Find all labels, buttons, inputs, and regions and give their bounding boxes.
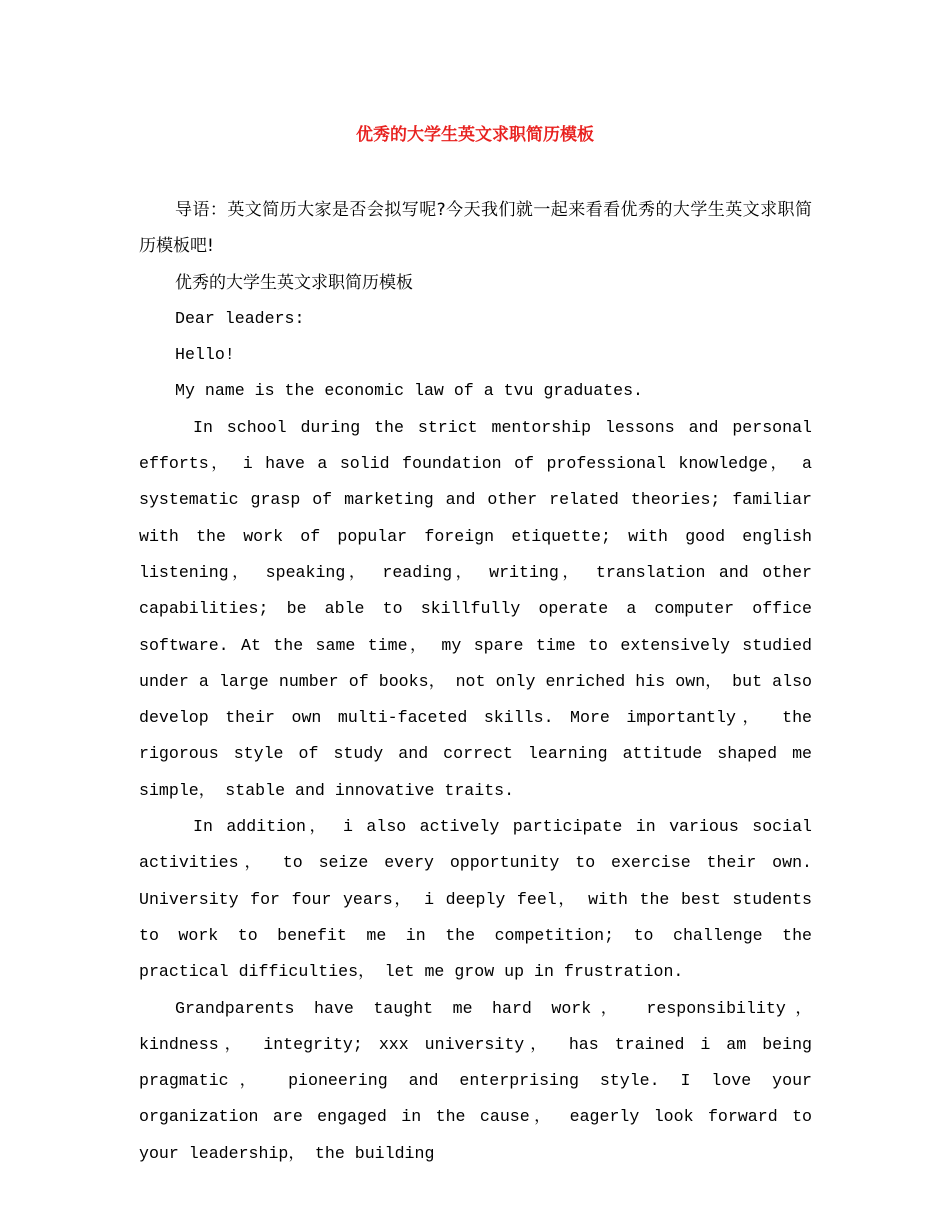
intro-paragraph: 导语：英文简历大家是否会拟写呢?今天我们就一起来看看优秀的大学生英文求职简历模板吧! bbox=[139, 200, 812, 257]
body-paragraph-1: In school during the strict mentorship lessons and personal efforts， i have a solid foundation of professional knowledge， a systematic grasp of marketing and other related theories; familiar with the work of popular foreign etiquette; with good english listening， speaking， reading， writing， translation and other capabilities; be able to skillfully operate a computer office software. At the same time， my spare time to extensively studied under a large number of books， not only enriched his own， but also develop their own multi-faceted skills. More importantly， the rigorous style of study and correct learning attitude shaped me simple， stable and innovative traits. bbox=[139, 417, 812, 800]
body-paragraph-2: In addition， i also actively participate in various social activities， to seize every opportunity to exercise their own. University for four years， i deeply feel， with the best students to work to benefit me in the competition; to challenge the practical difficulties， let me grow up in frustration. bbox=[139, 817, 812, 982]
document-body bbox=[139, 192, 812, 1172]
salutation-line: Dear leaders: bbox=[175, 308, 305, 328]
document-title: 优秀的大学生英文求职简历模板 bbox=[356, 125, 594, 145]
subtitle-line: 优秀的大学生英文求职简历模板 bbox=[175, 272, 413, 293]
greeting-line: Hello! bbox=[175, 345, 235, 365]
opening-line: My name is the economic law of a tvu graduates. bbox=[175, 381, 644, 401]
body-paragraph-3: Grandparents have taught me hard work， responsibility， kindness， integrity; xxx university， has trained i am being pragmatic， pioneering and enterprising style. I love your organization are engaged in the cause， eagerly look forward to your leadership， the building bbox=[139, 998, 812, 1163]
